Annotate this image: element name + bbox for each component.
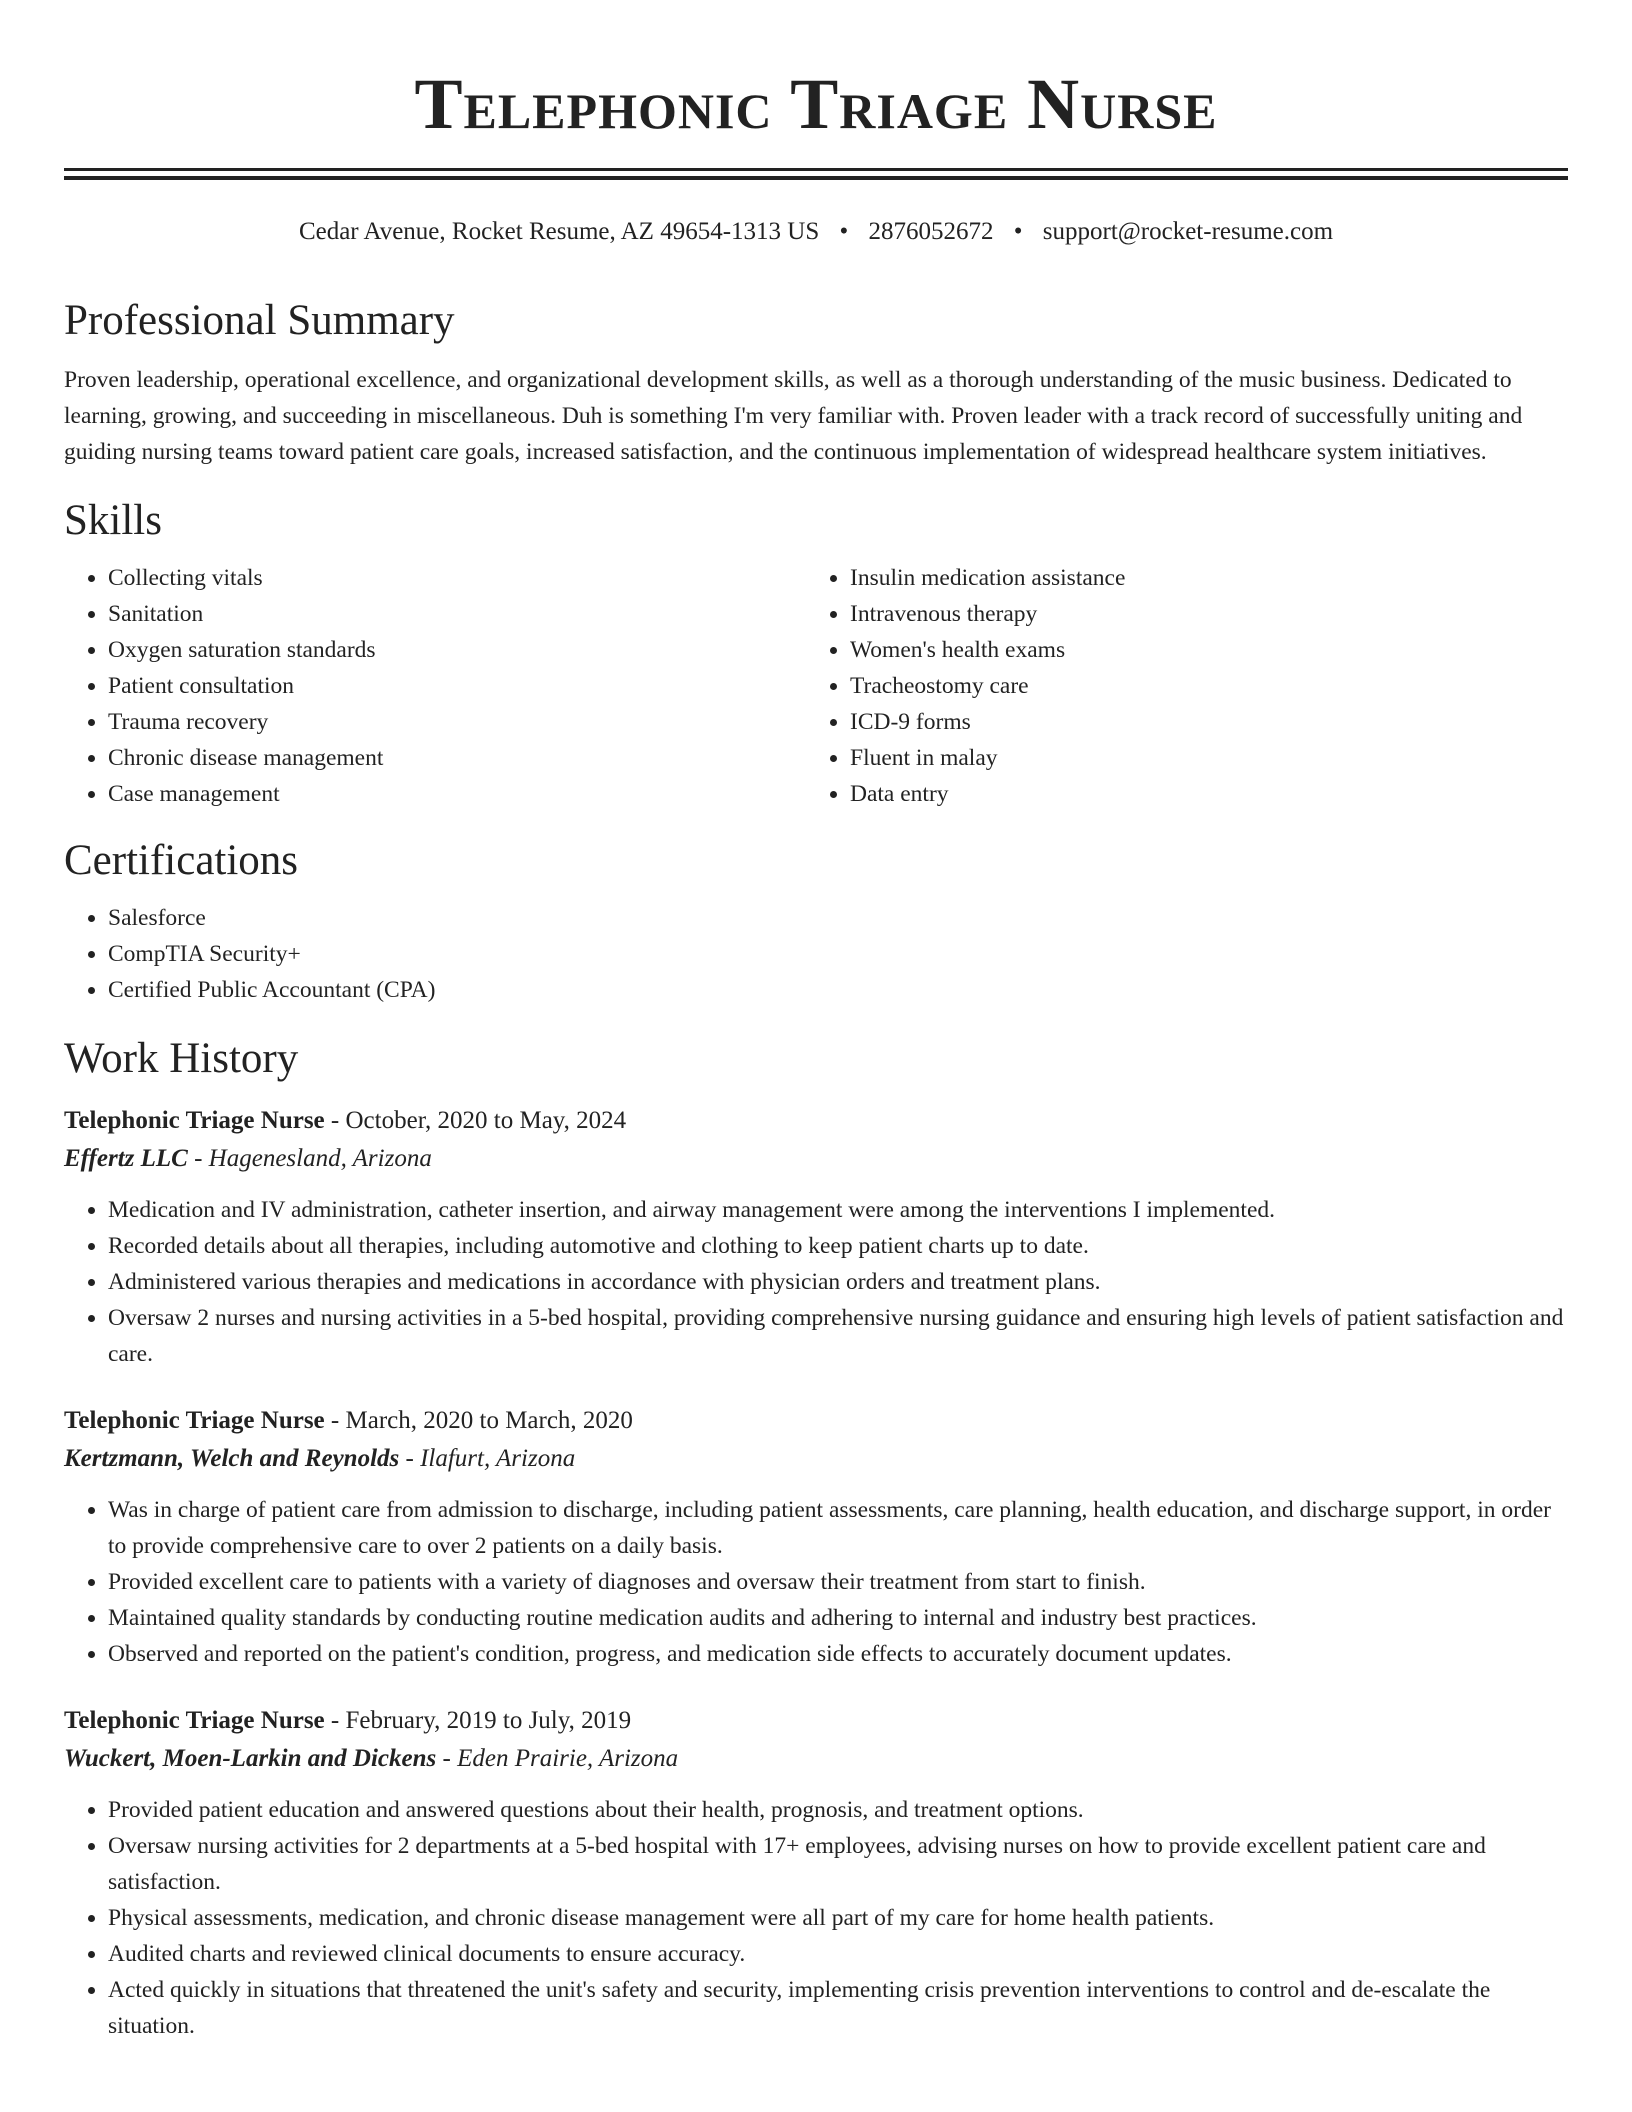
title-divider-thin [64,176,1568,180]
skill-item: • ICD-9 forms [850,704,1548,740]
job-entry [64,1702,1568,2044]
job-bullet: • Provided patient education and answered questions about their health, prognosis, and treatment options. [108,1792,1568,1828]
job-bullet: • Was in charge of patient care from admission to discharge, including patient assessments, care planning, health education, and discharge support, in order to provide comprehensive care to over 2 patients on a daily basis. [108,1492,1568,1564]
certification-item: • CompTIA Security+ [108,936,1568,972]
skills-column-right [806,560,1548,812]
job-company: Kertzmann, Welch and Reynolds [64,1445,400,1472]
skills-heading: Skills [64,497,162,544]
job-header [64,1102,1568,1140]
title-divider-thick [64,168,1568,171]
certifications-list [64,900,1568,1008]
job-bullets [64,1192,1568,1372]
job-bullet: • Physical assessments, medication, and chronic disease management were all part of my care for home health patients. [108,1900,1568,1936]
job-bullets [64,1792,1568,2044]
job-company-line [64,1440,1568,1478]
job-bullet: • Oversaw 2 nurses and nursing activities in a 5-bed hospital, providing comprehensive nursing guidance and ensuring high levels of patient satisfaction and care. [108,1300,1568,1372]
job-title: Telephonic Triage Nurse [64,1707,325,1734]
certification-item: • Certified Public Accountant (CPA) [108,972,1568,1008]
job-title: Telephonic Triage Nurse [64,1407,325,1434]
job-dates: - March, 2020 to March, 2020 [324,1407,633,1434]
skill-item: • Oxygen saturation standards [108,632,806,668]
job-title: Telephonic Triage Nurse [64,1107,325,1134]
contact-phone: 2876052672 [868,218,994,245]
job-bullet: • Observed and reported on the patient's condition, progress, and medication side effects to accurately document updates. [108,1636,1568,1672]
skill-item: • Sanitation [108,596,806,632]
job-location: - Hagenesland, Arizona [187,1145,432,1172]
job-dates: - October, 2020 to May, 2024 [324,1107,627,1134]
skill-item: • Intravenous therapy [850,596,1548,632]
skill-item: • Women's health exams [850,632,1548,668]
skill-item: • Fluent in malay [850,740,1548,776]
job-bullet: • Administered various therapies and medications in accordance with physician orders and treatment plans. [108,1264,1568,1300]
skill-item: • Case management [108,776,806,812]
skill-item: • Chronic disease management [108,740,806,776]
contact-line [64,216,1568,248]
job-bullet: • Acted quickly in situations that threatened the unit's safety and security, implementing crisis prevention interventions to control and de-escalate the situation. [108,1972,1568,2044]
skill-item: • Trauma recovery [108,704,806,740]
skill-item: • Insulin medication assistance [850,560,1548,596]
skill-item: • Tracheostomy care [850,668,1548,704]
job-bullet: • Medication and IV administration, catheter insertion, and airway management were among the interventions I implemented. [108,1192,1568,1228]
job-bullet: • Audited charts and reviewed clinical documents to ensure accuracy. [108,1936,1568,1972]
skill-item: • Data entry [850,776,1548,812]
job-bullet: • Oversaw nursing activities for 2 departments at a 5-bed hospital with 17+ employees, advising nurses on how to provide excellent patient care and satisfaction. [108,1828,1568,1900]
skill-item: • Collecting vitals [108,560,806,596]
job-entry [64,1102,1568,1372]
job-location: - Eden Prairie, Arizona [436,1745,679,1772]
summary-heading: Professional Summary [64,297,455,344]
resume-title: Telephonic Triage Nurse [414,64,1218,144]
contact-separator: • [1013,218,1023,245]
contact-address: Cedar Avenue, Rocket Resume, AZ 49654-1313 US [298,218,820,245]
skill-item: • Patient consultation [108,668,806,704]
certification-item: • Salesforce [108,900,1568,936]
skills-section [64,560,1568,812]
skills-column-left [64,560,806,812]
job-bullet: • Provided excellent care to patients with a variety of diagnoses and oversaw their treatment from start to finish. [108,1564,1568,1600]
job-bullet: • Recorded details about all therapies, including automotive and clothing to keep patient charts up to date. [108,1228,1568,1264]
certifications-heading: Certifications [64,837,299,884]
contact-email: support@rocket-resume.com [1042,218,1334,245]
job-bullets [64,1492,1568,1672]
work-history-heading: Work History [64,1035,299,1082]
job-bullet: • Maintained quality standards by conducting routine medication audits and adhering to internal and industry best practices. [108,1600,1568,1636]
job-header [64,1702,1568,1740]
job-company-line [64,1140,1568,1178]
resume-page [64,0,1568,2044]
job-location: - Ilafurt, Arizona [399,1445,576,1472]
job-entry [64,1402,1568,1672]
contact-separator: • [839,218,849,245]
job-header [64,1402,1568,1440]
job-dates: - February, 2019 to July, 2019 [324,1707,632,1734]
job-company-line [64,1740,1568,1778]
summary-text: Proven leadership, operational excellence, and organizational development skills, as well as a thorough understanding of the music business. Dedicated to learning, growing, and succeeding in miscellaneous. Duh is something I'm very familiar with. Proven leader with a track record of successfully uniting and guiding nursing teams toward patient care goals, increased satisfaction, and the continuous implementation of widespread healthcare system initiatives. [64,367,1523,465]
job-company: Wuckert, Moen-Larkin and Dickens [64,1745,437,1772]
job-company: Effertz LLC [64,1145,188,1172]
